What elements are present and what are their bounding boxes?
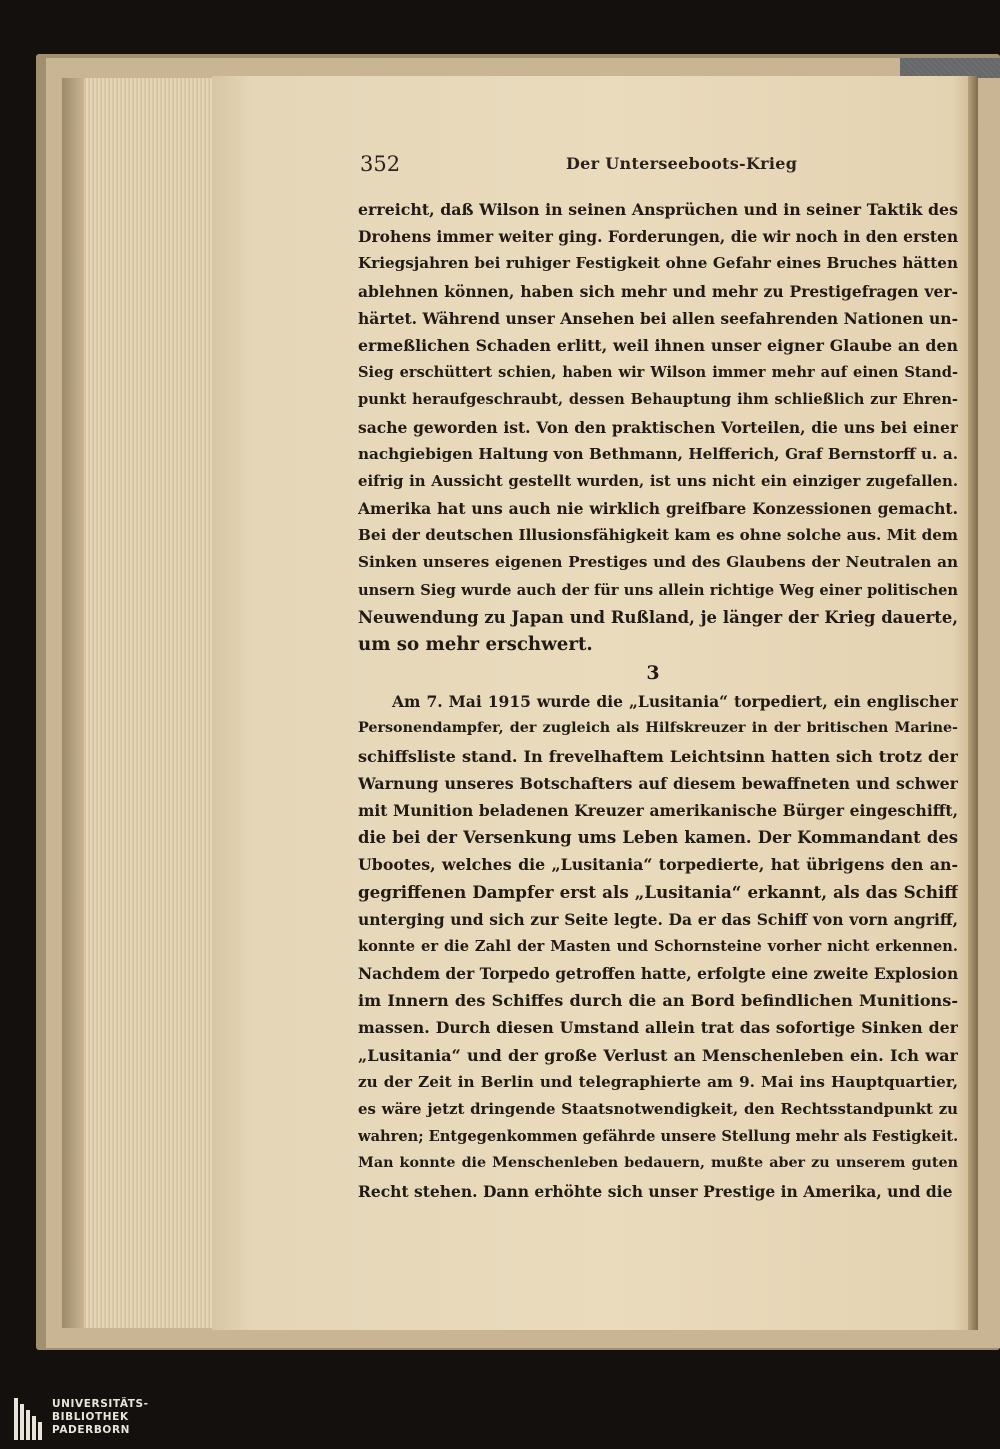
text-line: unterging und sich zur Seite legte. Da er das Schiff von vorn angriff,: [358, 909, 958, 929]
text-line: Personendampfer, der zugleich als Hilfskreuzer in der britischen Marine-: [358, 720, 958, 737]
text-line: im Innern des Schiffes durch die an Bord befindlichen Munitions-: [358, 991, 958, 1011]
text-line: Nachdem der Torpedo getroffen hatte, erfolgte eine zweite Explosion: [358, 964, 958, 984]
library-logo: [14, 1396, 184, 1442]
text-line: schiffsliste stand. In frevelhaftem Leichtsinn hatten sich trotz der: [358, 746, 958, 766]
text-line: „Lusitania“ und der große Verlust an Menschenleben ein. Ich war: [358, 1045, 958, 1065]
text-line: es wäre jetzt dringende Staatsnotwendigkeit, den Rechtsstandpunkt zu: [358, 1100, 958, 1118]
text-line: eifrig in Aussicht gestellt wurden, ist uns nicht ein einziger zugefallen.: [358, 471, 958, 490]
text-line: Sinken unseres eigenen Prestiges und des Glaubens der Neutralen an: [358, 553, 958, 572]
text-line: massen. Durch diesen Umstand allein trat das sofortige Sinken der: [358, 1018, 958, 1038]
page-number: 352: [360, 152, 401, 176]
text-line: Kriegsjahren bei ruhiger Festigkeit ohne Gefahr eines Bruches hätten: [358, 254, 958, 273]
text-line: erreicht, daß Wilson in seinen Ansprüchen und in seiner Taktik des: [358, 200, 958, 219]
text-line: Man konnte die Menschenleben bedauern, mußte aber zu unserem guten: [358, 1155, 958, 1172]
logo-line-2: BIBLIOTHEK: [52, 1411, 129, 1423]
text-line: ermeßlichen Schaden erlitt, weil ihnen unser eigner Glaube an den: [358, 335, 958, 355]
text-line: Neuwendung zu Japan und Rußland, je länger der Krieg dauerte,: [358, 607, 958, 627]
paragraph-2: [358, 688, 958, 1205]
text-line: Ubootes, welches die „Lusitania“ torpedierte, hat übrigens den an-: [358, 855, 958, 875]
text-line: Recht stehen. Dann erhöhte sich unser Prestige in Amerika, und die: [358, 1181, 953, 1201]
text-line: punkt heraufgeschraubt, dessen Behauptung ihm schließlich zur Ehren-: [358, 391, 958, 409]
text-line: unsern Sieg wurde auch der für uns allein richtige Weg einer politischen: [358, 581, 958, 599]
page-edge-shadow: [968, 76, 978, 1330]
section-number: 3: [646, 662, 660, 685]
page-stack-edges: [62, 78, 214, 1328]
text-line: sache geworden ist. Von den praktischen Vorteilen, die uns bei einer: [358, 417, 958, 437]
text-line: Bei der deutschen Illusionsfähigkeit kam es ohne solche aus. Mit dem: [358, 526, 958, 545]
text-line: ablehnen können, haben sich mehr und mehr zu Prestigefragen ver-: [358, 281, 958, 301]
text-line: nachgiebigen Haltung von Bethmann, Helfferich, Graf Bernstorff u. a.: [358, 444, 958, 463]
logo-line-3: PADERBORN: [52, 1424, 131, 1436]
text-line: gegriffenen Dampfer erst als „Lusitania“ erkannt, als das Schiff: [358, 881, 958, 902]
running-head: Der Unterseeboots-Krieg: [566, 154, 798, 173]
text-line: um so mehr erschwert.: [358, 634, 593, 655]
logo-line-1: UNIVERSITÄTS-: [52, 1398, 149, 1410]
text-line: Drohens immer weiter ging. Forderungen, die wir noch in den ersten: [358, 227, 958, 247]
text-line: Amerika hat uns auch nie wirklich greifbare Konzessionen gemacht.: [358, 499, 958, 519]
text-line: härtet. Während unser Ansehen bei allen seefahrenden Nationen un-: [358, 308, 958, 328]
body-text: [358, 196, 958, 1205]
text-line: Sieg erschüttert schien, haben wir Wilson immer mehr auf einen Stand-: [358, 364, 958, 382]
text-line: die bei der Versenkung ums Leben kamen. Der Kommandant des: [358, 828, 958, 848]
text-line: Warnung unseres Botschafters auf diesem bewaffneten und schwer: [358, 773, 958, 793]
text-line: zu der Zeit in Berlin und telegraphierte am 9. Mai ins Hauptquartier,: [358, 1072, 958, 1091]
library-logo-mark: [14, 1398, 44, 1440]
page-stack-shadow: [62, 78, 84, 1328]
paragraph-1: [358, 196, 958, 658]
page-header: [356, 150, 956, 186]
library-logo-text: [52, 1398, 149, 1437]
text-line: wahren; Entgegenkommen gefährde unsere Stellung mehr als Festigkeit.: [358, 1128, 958, 1146]
text-line: Am 7. Mai 1915 wurde die „Lusitania“ torpediert, ein englischer: [392, 692, 958, 712]
cover-corner-cloth: [900, 58, 1000, 78]
text-line: konnte er die Zahl der Masten und Schornsteine vorher nicht erkennen.: [358, 937, 958, 955]
text-line: mit Munition beladenen Kreuzer amerikanische Bürger eingeschifft,: [358, 800, 958, 820]
